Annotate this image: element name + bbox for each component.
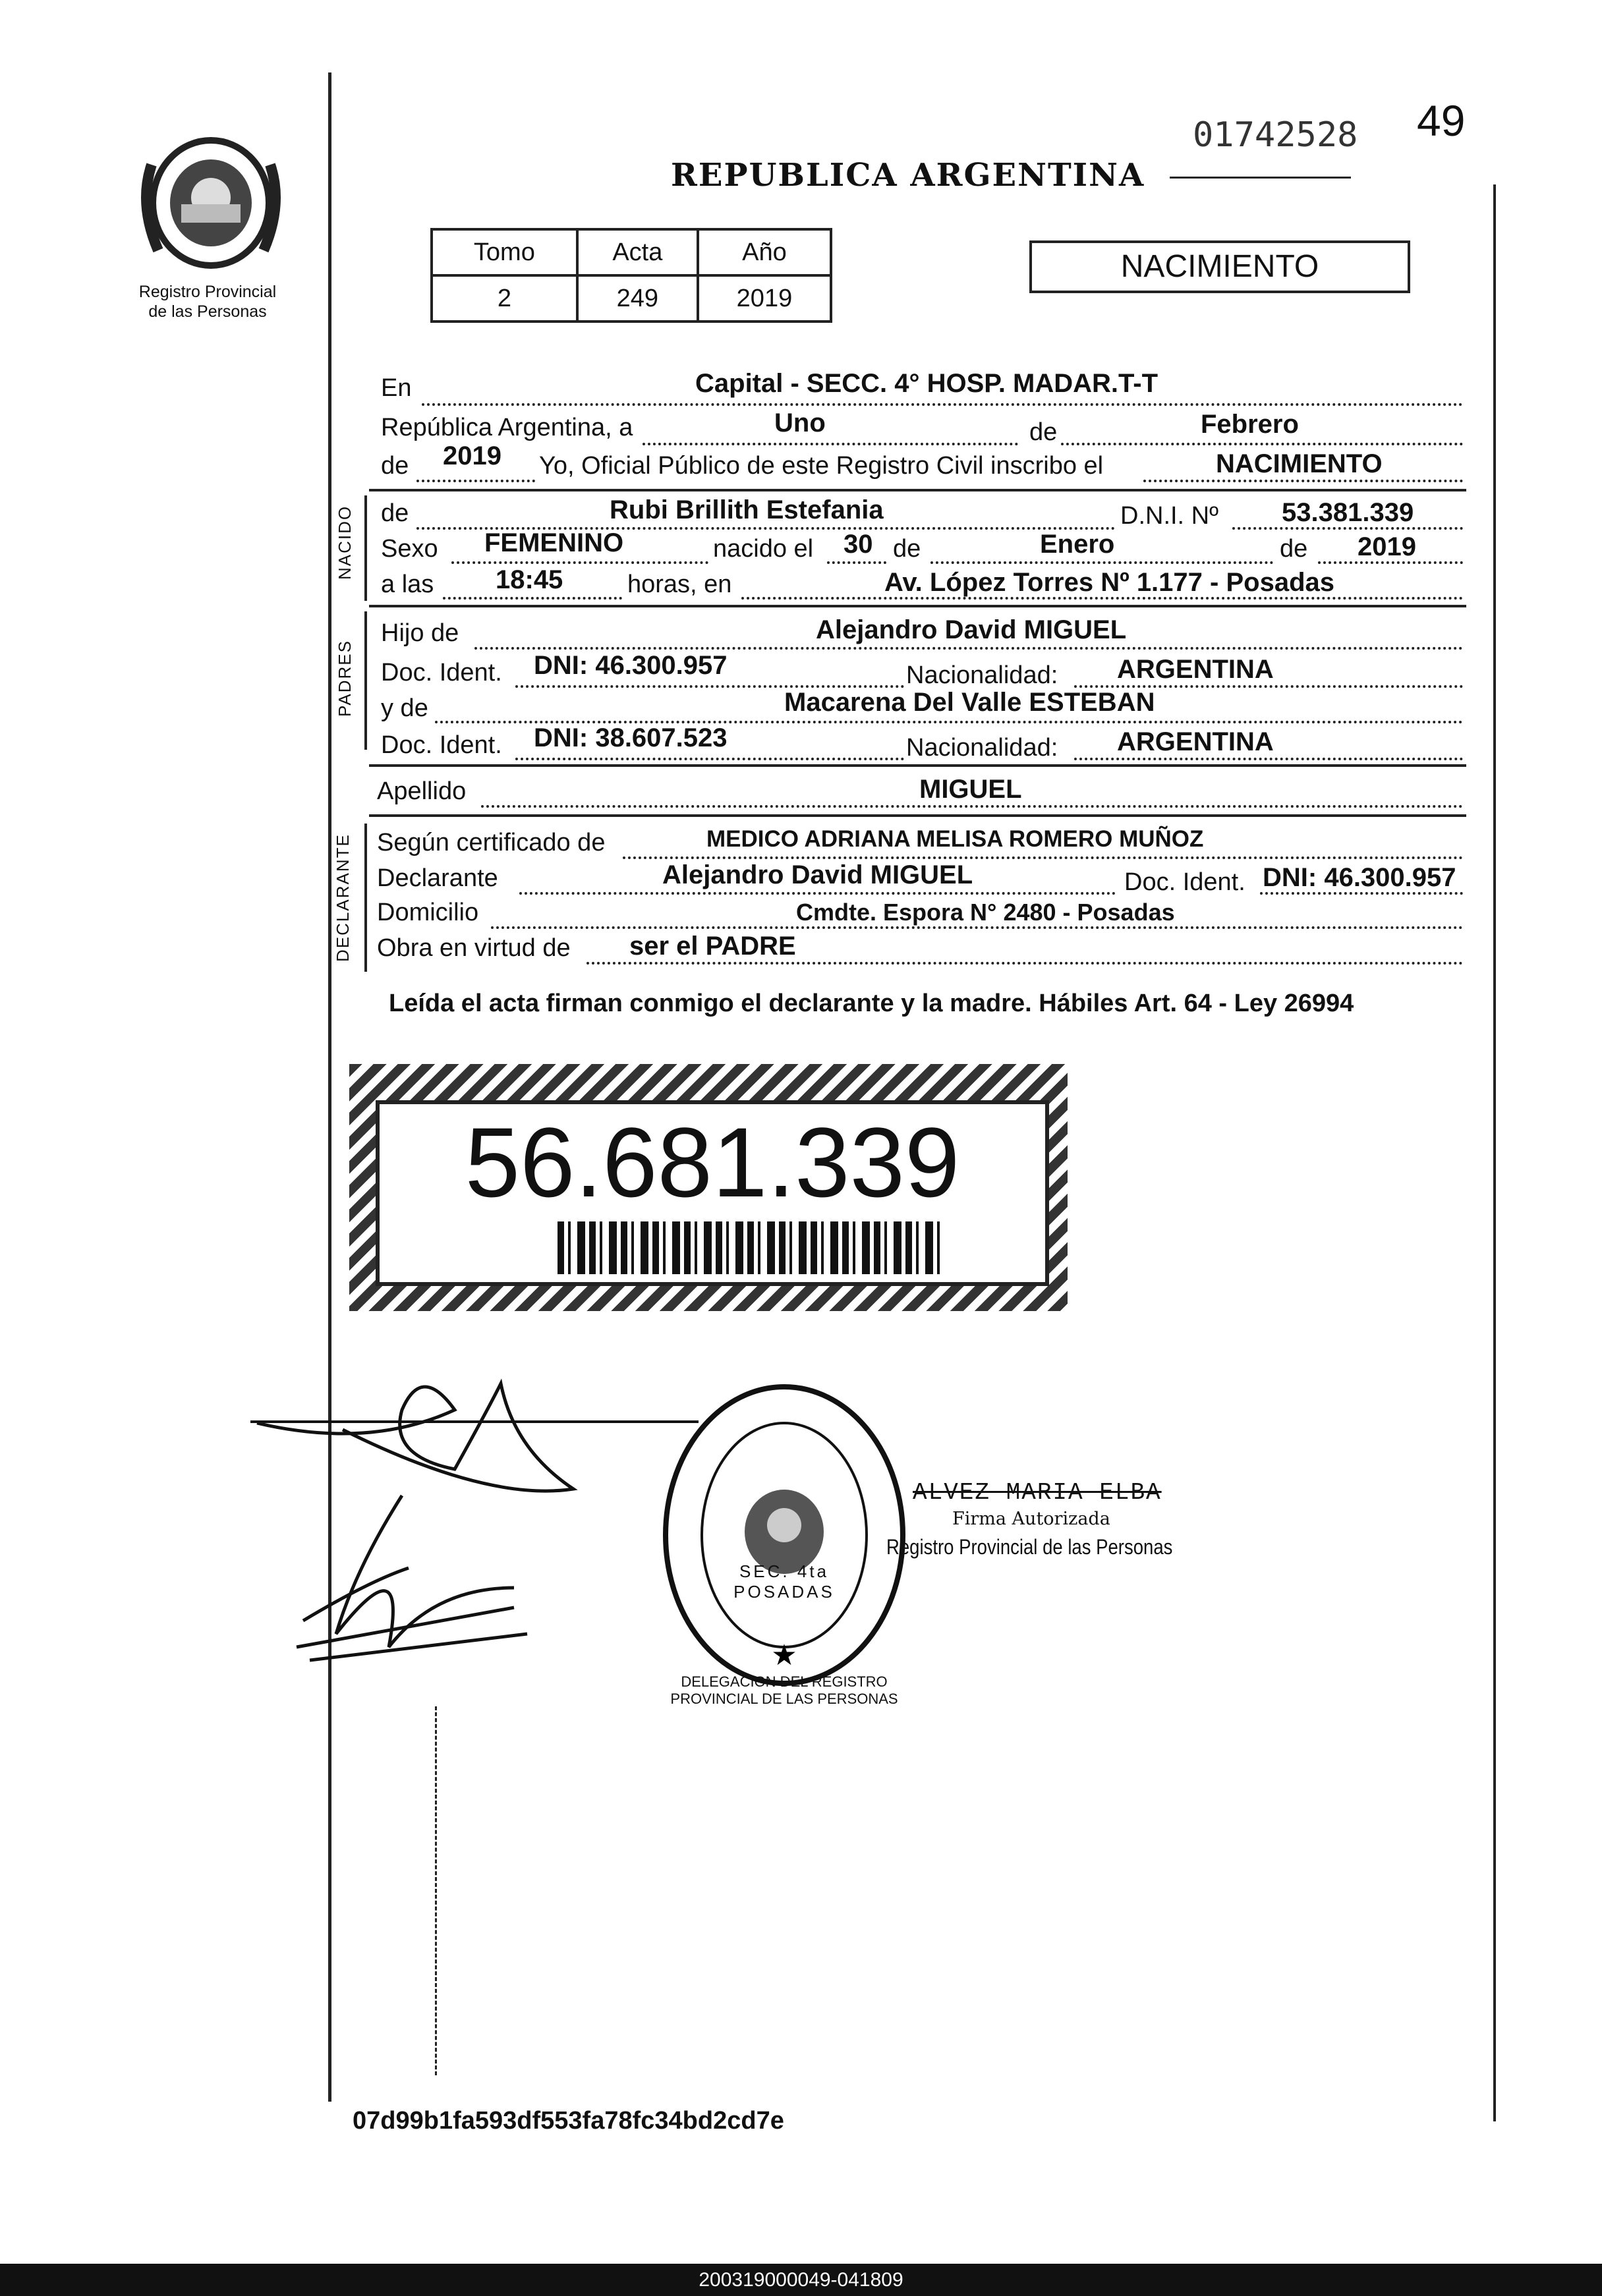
horas-label: horas, en (627, 571, 732, 598)
mother-doc-label: Doc. Ident. (381, 731, 502, 759)
id-sticker (349, 1064, 1068, 1311)
domicilio-label: Domicilio (377, 899, 479, 926)
serial-number: 01742528 (1193, 115, 1358, 155)
barcode (558, 1221, 940, 1274)
registry-caption (112, 282, 303, 322)
nacido-section-label: NACIDO (335, 505, 355, 580)
birth-place: Av. López Torres Nº 1.177 - Posadas (884, 568, 1334, 597)
hijo-label: Hijo de (381, 619, 459, 647)
footer-code: 200319000049-041809 (699, 2269, 903, 2291)
signature-declarante (237, 1370, 699, 1687)
oficial-value: NACIMIENTO (1216, 449, 1383, 478)
year-de-label: de (381, 452, 409, 480)
declarante-label: Declarante (377, 864, 498, 892)
official-office: Registro Provincial de las Personas (886, 1535, 1173, 1559)
father-doc: DNI: 46.300.957 (534, 651, 728, 680)
cert-value: MEDICO ADRIANA MELISA ROMERO MUÑOZ (706, 826, 1204, 852)
document-hash: 07d99b1fa593df553fa78fc34bd2cd7e (353, 2107, 784, 2135)
father-nationality: ARGENTINA (1117, 655, 1274, 684)
tomo-header: Tomo (432, 229, 577, 275)
hour-dots (443, 597, 622, 600)
name-de-label: de (381, 499, 409, 527)
republica-label: República Argentina, a (381, 414, 633, 441)
section-divider-1 (369, 489, 1466, 491)
official-name: ALVEZ MARIA ELBA (913, 1479, 1162, 1506)
child-dni: 53.381.339 (1282, 498, 1414, 527)
declarante-value: Alejandro David MIGUEL (662, 860, 973, 889)
month-de-label: de (1029, 418, 1058, 446)
month-value: Febrero (1201, 410, 1299, 439)
alas-label: a las (381, 571, 434, 598)
declarante-section-label: DECLARANTE (333, 833, 353, 962)
right-margin-line (1493, 184, 1496, 2121)
birth-day: 30 (844, 530, 873, 559)
act-type-box: NACIMIENTO (1029, 240, 1410, 293)
nacido-bar (364, 495, 367, 601)
seal-inner-text: SEC. 4ta POSADAS (733, 1561, 835, 1602)
footer-bar (0, 2264, 1602, 2296)
en-dots (422, 403, 1463, 406)
birth-hour: 18:45 (496, 565, 563, 594)
father-dots (474, 647, 1463, 650)
day-value: Uno (774, 408, 826, 437)
en-label: En (381, 374, 412, 402)
padres-section-label: PADRES (335, 640, 355, 717)
domicilio-dots (491, 926, 1463, 929)
declarante-doc-label: Doc. Ident. (1124, 868, 1245, 896)
anio-value: 2019 (698, 275, 831, 322)
mother-doc-dots (515, 758, 904, 760)
day-dots (643, 443, 1018, 445)
acta-header: Acta (577, 229, 698, 275)
section-divider-3 (369, 764, 1466, 767)
dni-label: D.N.I. Nº (1120, 502, 1218, 530)
cert-dots (623, 856, 1463, 859)
yde-label: y de (381, 694, 428, 722)
padres-bar (364, 611, 367, 750)
nacido-el-label: nacido el (713, 535, 814, 563)
section-divider-2 (369, 605, 1466, 607)
sexo-dots (451, 561, 708, 564)
book-reference-table (430, 228, 832, 323)
svg-text:★: ★ (771, 1638, 797, 1672)
mother-name: Macarena Del Valle ESTEBAN (784, 688, 1155, 717)
en-value: Capital - SECC. 4° HOSP. MADAR.T-T (695, 369, 1159, 398)
section-divider-4 (369, 814, 1466, 817)
birth-de-label: de (893, 535, 921, 563)
obra-dots (586, 962, 1463, 965)
apellido-dots (481, 805, 1463, 808)
registry-seal (659, 1380, 909, 1690)
year-dots (416, 480, 535, 482)
province-emblem (132, 125, 290, 277)
registry-line-2: de las Personas (148, 302, 267, 321)
mother-nationality: ARGENTINA (1117, 727, 1274, 756)
birth-month-dots (930, 561, 1273, 564)
oficial-label: Yo, Oficial Público de este Registro Civil inscribo el (539, 452, 1104, 480)
official-title: Firma Autorizada (952, 1509, 1110, 1529)
birth-de2-label: de (1280, 535, 1308, 563)
serial-underline (1170, 177, 1351, 179)
birth-day-dots (827, 561, 886, 564)
mother-doc: DNI: 38.607.523 (534, 723, 728, 752)
sexo-value: FEMENINO (484, 528, 624, 557)
father-name: Alejandro David MIGUEL (816, 615, 1127, 644)
father-doc-label: Doc. Ident. (381, 659, 502, 686)
oficial-dots (1143, 480, 1463, 482)
acta-value: 249 (577, 275, 698, 322)
left-margin-line (328, 72, 331, 2102)
birth-year: 2019 (1358, 532, 1416, 561)
mother-nat-dots (1074, 758, 1463, 760)
birth-month: Enero (1040, 530, 1115, 559)
registry-line-1: Registro Provincial (138, 283, 277, 301)
obra-label: Obra en virtud de (377, 934, 571, 962)
id-number: 56.681.339 (465, 1107, 960, 1218)
cert-label: Según certificado de (377, 829, 606, 856)
tomo-value: 2 (432, 275, 577, 322)
id-sticker-panel (376, 1100, 1049, 1286)
page-number: 49 (1417, 96, 1466, 145)
month-dots (1061, 443, 1463, 445)
mother-nat-label: Nacionalidad: (906, 734, 1058, 762)
seal-ring-text: DELEGACION DEL REGISTRO PROVINCIAL DE LAS PERSONAS (670, 1673, 898, 1707)
declarante-bar (364, 824, 367, 972)
declarante-dots (519, 892, 1116, 895)
domicilio-value: Cmdte. Espora N° 2480 - Posadas (796, 899, 1175, 926)
anio-header: Año (698, 229, 831, 275)
country-title: REPUBLICA ARGENTINA (671, 157, 1145, 194)
closing-text: Leída el acta firman conmigo el declarante y la madre. Hábiles Art. 64 - Ley 26994 (389, 990, 1354, 1017)
declarante-doc: DNI: 46.300.957 (1263, 863, 1456, 892)
father-nat-label: Nacionalidad: (906, 661, 1058, 689)
apellido-value: MIGUEL (919, 775, 1022, 804)
dashed-separator (435, 1706, 437, 2075)
sexo-label: Sexo (381, 535, 438, 563)
obra-value: ser el PADRE (629, 932, 796, 961)
child-name: Rubi Brillith Estefania (610, 495, 884, 524)
year-value: 2019 (443, 441, 501, 470)
apellido-label: Apellido (377, 777, 467, 805)
